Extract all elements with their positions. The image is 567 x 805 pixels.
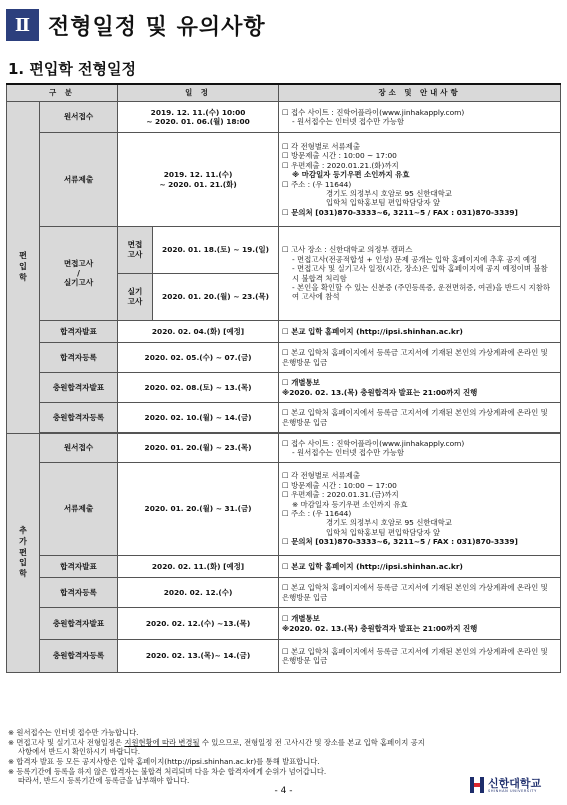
date-announce: 2020. 02. 04.(화) [예정] bbox=[118, 321, 279, 343]
note-2-cont: 사항에서 반드시 확인하시기 바랍니다. bbox=[18, 747, 141, 757]
step-add-announce-2: 충원합격자발표 bbox=[40, 608, 118, 640]
step-register: 합격자등록 bbox=[40, 343, 118, 373]
date-add-register: 2020. 02. 10.(월) ~ 14.(금) bbox=[118, 403, 279, 433]
page-number: - 4 - bbox=[274, 786, 293, 796]
step-register-2: 합격자등록 bbox=[40, 578, 118, 608]
note-1: ※ 원서접수는 인터넷 접수만 가능합니다. bbox=[8, 728, 139, 737]
logo-english: SHINHAN UNIVERSITY bbox=[488, 788, 537, 793]
header-info: 장소 및 안내사항 bbox=[279, 84, 561, 102]
note-4: ※ 등록기간에 등록을 하지 않은 합격자는 불합격 처리되며 다음 차순 합격자에게 순위가 넘어갑니다. bbox=[8, 766, 327, 776]
info-announce-2: ☐ 본교 입학 홈페이지 (http://ipsi.shinhan.ac.kr) bbox=[279, 556, 561, 578]
step-announce: 합격자발표 bbox=[40, 321, 118, 343]
step-apply: 원서접수 bbox=[40, 102, 118, 133]
date-apply: 2019. 12. 11.(수) 10:00 ~ 2020. 01. 06.(월) 18:00 bbox=[118, 102, 279, 133]
step-add-register-2: 충원합격자등록 bbox=[40, 640, 118, 673]
step-announce-2: 합격자발표 bbox=[40, 556, 118, 578]
date-add-announce: 2020. 02. 08.(토) ~ 13.(목) bbox=[118, 373, 279, 403]
category-transfer: 편 입 학 bbox=[7, 102, 40, 434]
step-docs-2: 서류제출 bbox=[40, 463, 118, 556]
university-logo bbox=[469, 776, 541, 794]
category-additional: 추 가 편 입 학 bbox=[7, 434, 40, 673]
info-register: ☐ 본교 입학처 홈페이지에서 등록금 고지서에 기재된 본인의 가상계좌에 온라인 및 은행방문 입금 bbox=[279, 343, 561, 373]
date-register-2: 2020. 02. 12.(수) bbox=[118, 578, 279, 608]
header-category: 구 분 bbox=[7, 84, 118, 102]
info-add-register-2: ☐ 본교 입학처 홈페이지에서 등록금 고지서에 기재된 본인의 가상계좌에 온라인 및 은행방문 입금 bbox=[279, 640, 561, 673]
info-exam: ☐ 고사 장소 : 신한대학교 의정부 캠퍼스 - 면접고사(전공적합성 + 인성) 문제 공개는 입학 홈페이지에 추후 공지 예정 - 면접고사 및 실기고사 일정(시간, 장소)은 입학 홈페이지에 공지 예정이며 불참 시 불합격 처리함 - 본인을 확인할 수 있는 신분증 (주민등록증, 운전면허증, 여권)을 반드시 지참하여 고사에 참석 bbox=[279, 227, 561, 321]
note-3: ※ 합격자 발표 등 모든 공지사항은 입학 홈페이지(http://ipsi.shinhan.ac.kr)를 통해 발표합니다. bbox=[8, 756, 320, 766]
section-title: 전형일정 및 유의사항 bbox=[48, 14, 266, 40]
date-apply-2: 2020. 01. 20.(월) ~ 23.(목) bbox=[118, 434, 279, 463]
date-add-register-2: 2020. 02. 13.(목)~ 14.(금) bbox=[118, 640, 279, 673]
label-practical: 실기 고사 bbox=[118, 274, 153, 321]
university-emblem-icon bbox=[469, 776, 485, 794]
info-apply-2: ☐ 접수 사이트 : 진학어플라이(www.jinhakapply.com) - 원서접수는 인터넷 접수만 가능함 bbox=[279, 434, 561, 463]
step-exam: 면접고사 / 실기고사 bbox=[40, 227, 118, 321]
info-docs: ☐ 각 전형별로 서류제출 ☐ 방문제출 시간 : 10:00 ~ 17:00 ☐ 우편제출 : 2020.01.21.(화)까지 ※ 마감일자 등기우편 소인까지 유효 ☐ 주소 : (우 11644) 경기도 의정부시 호암로 95 신한대학교 입학처 입학홍보팀 편입학담당자 앞 ☐ 문의처 [031)870-3333~6, 3211~5 / FAX : 031)870-3339] bbox=[279, 133, 561, 227]
date-interview: 2020. 01. 18.(토) ~ 19.(일) bbox=[153, 227, 279, 274]
note-2: ※ 면접고사 및 실기고사 전형일정은 지원현황에 따라 변경될 수 있으므로, 전형일정 전 고사시간 및 장소를 본교 입학 홈페이지 공지 bbox=[8, 737, 425, 747]
step-add-announce: 충원합격자발표 bbox=[40, 373, 118, 403]
info-add-announce: ☐ 개별통보 ※2020. 02. 13.(목) 충원합격자 발표는 21:00까지 진행 bbox=[279, 373, 561, 403]
section-header bbox=[6, 9, 266, 41]
step-docs: 서류제출 bbox=[40, 133, 118, 227]
info-add-announce-2: ☐ 개별통보 ※2020. 02. 13.(목) 충원합격자 발표는 21:00까지 진행 bbox=[279, 608, 561, 640]
date-practical: 2020. 01. 20.(월) ~ 23.(목) bbox=[153, 274, 279, 321]
label-interview: 면접 고사 bbox=[118, 227, 153, 274]
date-announce-2: 2020. 02. 11.(화) [예정] bbox=[118, 556, 279, 578]
info-register-2: ☐ 본교 입학처 홈페이지에서 등록금 고지서에 기재된 본인의 가상계좌에 온라인 및 은행방문 입금 bbox=[279, 578, 561, 608]
info-apply: ☐ 접수 사이트 : 진학어플라이(www.jinhakapply.com) - 원서접수는 인터넷 접수만 가능함 bbox=[279, 102, 561, 133]
info-announce: ☐ 본교 입학 홈페이지 (http://ipsi.shinhan.ac.kr) bbox=[279, 321, 561, 343]
note-4-cont: 따라서, 반드시 등록기간에 등록금을 납부해야 합니다. bbox=[18, 776, 190, 786]
info-add-register: ☐ 본교 입학처 홈페이지에서 등록금 고지서에 기재된 본인의 가상계좌에 온라인 및 은행방문 입금 bbox=[279, 403, 561, 433]
step-apply-2: 원서접수 bbox=[40, 434, 118, 463]
subsection-title: 1. 편입학 전형일정 bbox=[8, 60, 137, 78]
schedule-table bbox=[6, 83, 561, 673]
date-docs: 2019. 12. 11.(수) ~ 2020. 01. 21.(화) bbox=[118, 133, 279, 227]
header-schedule: 일 정 bbox=[118, 84, 279, 102]
info-docs-2: ☐ 각 전형별로 서류제출 ☐ 방문제출 시간 : 10:00 ~ 17:00 ☐ 우편제출 : 2020.01.31.(금)까지 ※ 마감일자 등기우편 소인까지 유효 ☐ 주소 : (우 11644) 경기도 의정부시 호암로 95 신한대학교 입학처 입학홍보팀 편입학담당자 앞 ☐ 문의처 [031)870-3333~6, 3211~5 / FAX : 031)870-3339] bbox=[279, 463, 561, 556]
logo-korean: 신한대학교 bbox=[488, 776, 542, 790]
date-add-announce-2: 2020. 02. 12.(수) ~13.(목) bbox=[118, 608, 279, 640]
date-docs-2: 2020. 01. 20.(월) ~ 31.(금) bbox=[118, 463, 279, 556]
section-number-badge: Ⅱ bbox=[6, 9, 39, 41]
step-add-register: 충원합격자등록 bbox=[40, 403, 118, 433]
date-register: 2020. 02. 05.(수) ~ 07.(금) bbox=[118, 343, 279, 373]
